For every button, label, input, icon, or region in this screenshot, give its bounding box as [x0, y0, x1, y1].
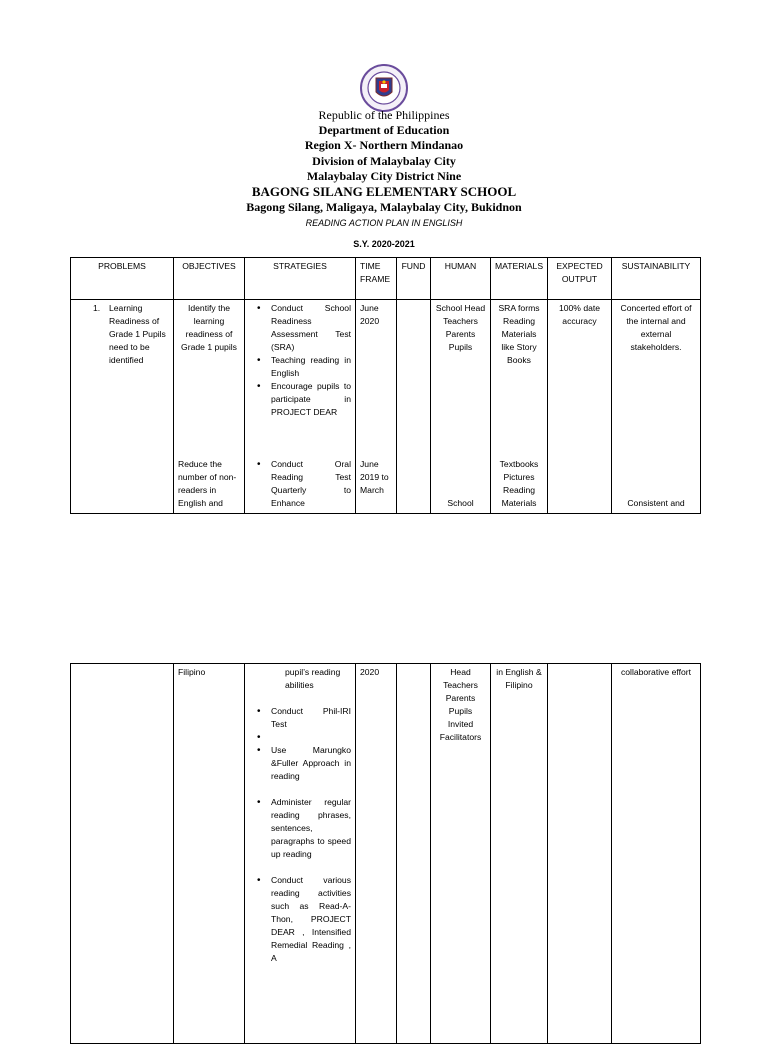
sustainability-text-2: Consistent and [627, 498, 685, 508]
col-header-expected-output: EXPECTED OUTPUT [548, 258, 612, 300]
expected-output-cell [548, 300, 612, 514]
table-row [71, 300, 701, 514]
col-header-objectives: OBJECTIVES [174, 258, 245, 300]
fund-cell [397, 300, 431, 514]
materials-cell [491, 664, 548, 1044]
strategy-item: • Conduct Phil-IRI Test [249, 705, 351, 731]
plan-title: READING ACTION PLAN IN ENGLISH [305, 218, 463, 228]
problem-cell [71, 664, 174, 1044]
col-header-human: HUMAN [431, 258, 491, 300]
header-department: Department of Education [318, 123, 450, 137]
header-school-name: BAGONG SILANG ELEMENTARY SCHOOL [251, 184, 517, 199]
time-frame-cell [356, 300, 397, 514]
problem-number: 1. [93, 303, 101, 313]
col-header-strategies: STRATEGIES [245, 258, 356, 300]
objective-cell [174, 664, 245, 1044]
col-header-fund: FUND [397, 258, 431, 300]
objective-text: Identify the learning readiness of Grade 1 pupils [181, 303, 237, 352]
header-republic: Republic of the Philippines [318, 108, 450, 122]
spacer [249, 731, 351, 744]
fund-cell [397, 664, 431, 1044]
objective-cell [174, 300, 245, 514]
objective-text: Filipino [178, 667, 206, 677]
strategy-item: • Use Marungko &Fuller Approach in reading [249, 744, 351, 783]
col-header-materials: MATERIALS [491, 258, 548, 300]
sustainability-text: Concerted effort of the internal and external stakeholders. [620, 303, 692, 352]
time-frame-text-2: June 2019 to March [360, 459, 389, 495]
strategy-continued: pupil’s reading abilities [285, 667, 341, 690]
strategy-item: • Conduct Oral Reading Test Quarterly to Enhance [249, 458, 351, 510]
sustainability-cell [612, 300, 701, 514]
col-header-problems: PROBLEMS [71, 258, 174, 300]
time-frame-text: June 2020 [360, 303, 380, 326]
time-frame-text: 2020 [360, 667, 380, 677]
header-address: Bagong Silang, Maligaya, Malaybalay City, Bukidnon [246, 200, 522, 214]
strategy-item: • Teaching reading in English [249, 354, 351, 380]
human-text: Head Teachers Parents Pupils Invited Facilitators [439, 667, 482, 742]
human-cell [431, 664, 491, 1044]
strategy-item: • Conduct various reading activities such as Read-A-Thon, PROJECT DEAR , Intensified Remedial Reading , A [249, 874, 351, 965]
strategy-item: • Conduct School Readiness Assessment Test (SRA) [249, 302, 351, 354]
time-frame-cell [356, 664, 397, 1044]
materials-text-2: Textbooks Pictures Reading Materials [499, 459, 539, 508]
action-plan-table-page2 [70, 663, 701, 1044]
header-region: Region X- Northern Mindanao [304, 138, 464, 152]
sustainability-text: collaborative effort [620, 667, 692, 677]
sustainability-cell [612, 664, 701, 1044]
problem-cell [71, 300, 174, 514]
materials-text: in English & Filipino [496, 667, 542, 690]
table-row [71, 664, 701, 1044]
expected-output-text: 100% date accuracy [558, 303, 601, 326]
strategies-cell [245, 300, 356, 514]
materials-text: SRA forms Reading Materials like Story Books [498, 303, 540, 365]
strategies-cell [245, 664, 356, 1044]
problem-text: Learning Readiness of Grade 1 Pupils need to be identified [109, 303, 166, 365]
col-header-sustainability: SUSTAINABILITY [612, 258, 701, 300]
human-cell [431, 300, 491, 514]
school-year: S.Y. 2020-2021 [353, 239, 415, 249]
strategy-item: • Administer regular reading phrases, sentences, paragraphs to speed up reading [249, 796, 351, 861]
deped-seal-icon [355, 64, 413, 112]
action-plan-table-page1 [70, 257, 701, 514]
human-text: School Head Teachers Parents Pupils [435, 303, 486, 352]
human-text-2: School [447, 498, 474, 508]
objective-text-2: Reduce the number of non-readers in English and [178, 459, 237, 508]
strategy-item: • Encourage pupils to participate in PROJECT DEAR [249, 380, 351, 419]
materials-cell [491, 300, 548, 514]
header-division: Division of Malaybalay City [312, 154, 456, 168]
header-district: Malaybalay City District Nine [306, 169, 462, 183]
col-header-time-frame: TIME FRAME [356, 258, 397, 300]
expected-output-cell [548, 664, 612, 1044]
